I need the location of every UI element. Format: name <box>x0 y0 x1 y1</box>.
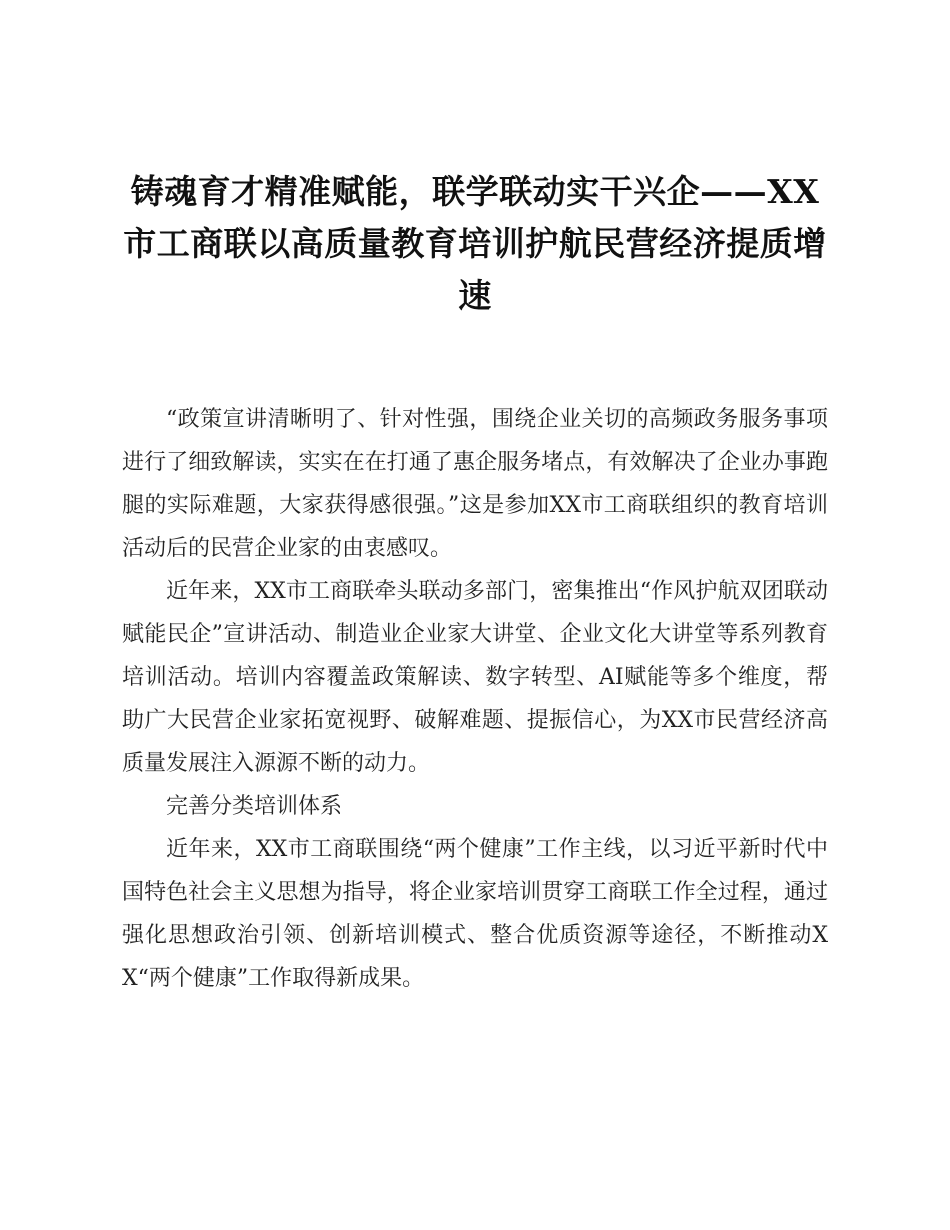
section-heading: 完善分类培训体系 <box>166 794 343 819</box>
document-body <box>122 398 828 1000</box>
document-title: 铸魂育才精准赋能，联学联动实干兴企——XX市工商联以高质量教育培训护航民营经济提质增速 <box>123 172 827 315</box>
paragraph-intro-quote: “政策宣讲清晰明了、针对性强，围绕企业关切的高频政务服务事项进行了细致解读，实实在在打通了惠企服务堵点，有效解决了企业办事跑腿的实际难题，大家获得感很强。”这是参加XX市工商联组织的教育培训活动后的民营企业家的由衷感叹。 <box>122 407 828 561</box>
paragraph-section-body: 近年来，XX市工商联围绕“两个健康”工作主线，以习近平新时代中国特色社会主义思想为指导，将企业家培训贯穿工商联工作全过程，通过强化思想政治引领、创新培训模式、整合优质资源等途径，不断推动XX“两个健康”工作取得新成果。 <box>122 837 828 991</box>
paragraph-overview: 近年来，XX市工商联牵头联动多部门，密集推出“作风护航双团联动赋能民企”宣讲活动、制造业企业家大讲堂、企业文化大讲堂等系列教育培训活动。培训内容覆盖政策解读、数字转型、AI赋能等多个维度，帮助广大民营企业家拓宽视野、破解难题、提振信心，为XX市民营经济高质量发展注入源源不断的动力。 <box>122 579 828 776</box>
